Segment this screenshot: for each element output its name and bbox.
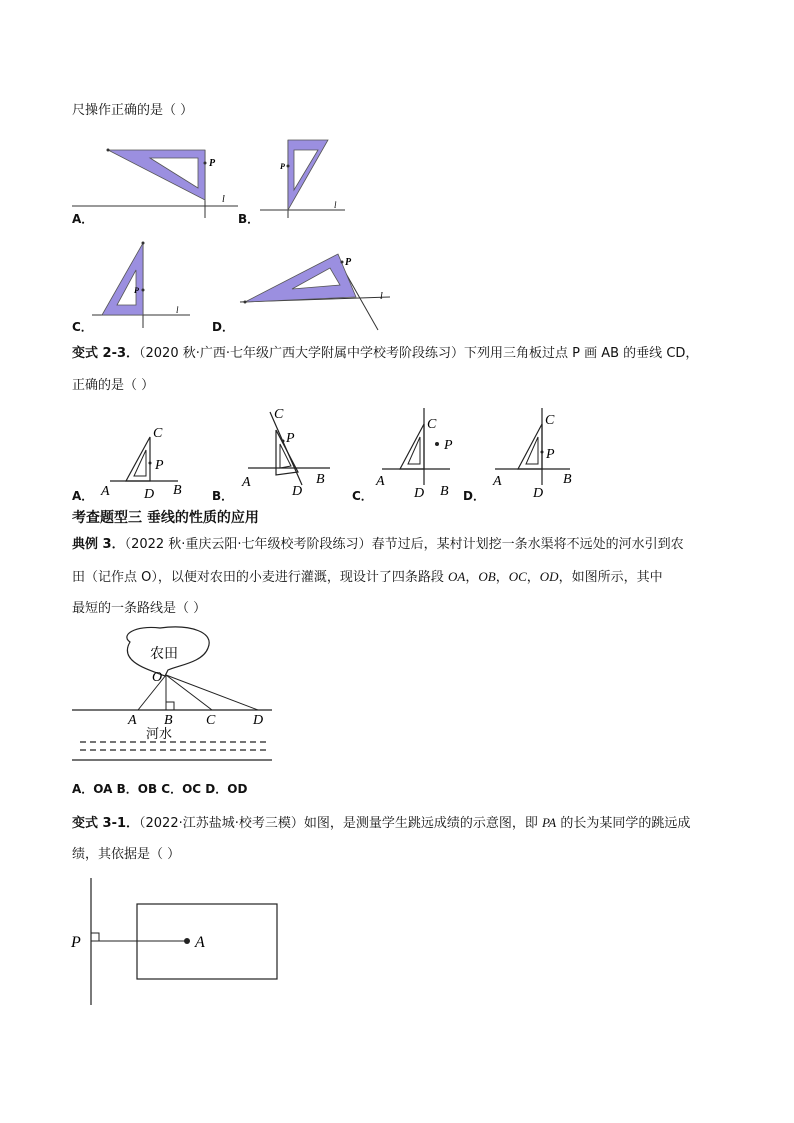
svg-text:P: P (345, 257, 352, 268)
variant-2-3-line2: 正确的是（ ） (72, 378, 155, 393)
option-a: A． (72, 212, 94, 226)
svg-text:C: C (206, 713, 216, 728)
river-label: 河水 (146, 726, 173, 741)
svg-text:C: C (427, 417, 437, 432)
svg-text:A: A (101, 484, 110, 499)
svg-text:A: A (376, 474, 385, 489)
svg-text:C: C (274, 407, 284, 422)
label-p: P (209, 158, 216, 169)
svg-text:C: C (153, 426, 163, 441)
option-b: B． (238, 212, 260, 226)
label-l: l (222, 194, 225, 205)
field-label: 农田 (150, 647, 178, 662)
svg-text:l: l (380, 291, 383, 302)
section-heading: 考查题型三 垂线的性质的应用 (72, 510, 259, 526)
option-d: D． (212, 320, 234, 334)
option-c: C． (72, 320, 93, 334)
svg-text:B: B (440, 484, 449, 499)
variant-2-3-line1: 变式 2-3．（2020 秋·广西·七年级广西大学附属中学校考阶段练习）下列用三角板过点 P 画 AB 的垂线 CD， (72, 346, 699, 361)
svg-text:P: P (546, 447, 555, 462)
svg-text:D: D (292, 484, 303, 499)
svg-text:l: l (176, 305, 179, 315)
svg-text:B: B (563, 472, 572, 487)
svg-text:D: D (144, 487, 155, 502)
svg-text:D: D (253, 713, 264, 728)
svg-text:P: P (286, 431, 295, 446)
svg-text:P: P (280, 162, 285, 171)
example-3-line3: 最短的一条路线是（ ） (72, 601, 207, 616)
svg-text:O: O (152, 670, 163, 685)
svg-text:A: A (242, 475, 251, 490)
svg-text:B: B (164, 713, 173, 728)
v23-option-d: D． (463, 489, 485, 503)
svg-text:P: P (134, 286, 139, 295)
example-3-answers: A．OA B．OB C．OC D．OD (72, 782, 248, 796)
variant-3-1-line2: 绩，其依据是（ ） (72, 847, 181, 862)
svg-text:D: D (533, 486, 544, 501)
svg-text:C: C (545, 413, 555, 428)
svg-text:A: A (128, 713, 137, 728)
svg-text:P: P (444, 438, 453, 453)
v23-option-c: C． (352, 489, 373, 503)
svg-text:A: A (493, 474, 502, 489)
svg-text:A: A (195, 934, 205, 951)
svg-text:D: D (414, 486, 425, 501)
example-3-line2: 田（记作点 O），以便对农田的小麦进行灌溉，现设计了四条路段 OA，OB，OC，OD，如图所示，其中 (72, 569, 663, 585)
v23-option-b: B． (212, 489, 234, 503)
svg-text:P: P (155, 458, 164, 473)
svg-text:B: B (173, 483, 182, 498)
question-tail: 尺操作正确的是（ ） (72, 103, 194, 118)
svg-text:B: B (316, 472, 325, 487)
example-3-line1: 典例 3．（2022 秋·重庆云阳·七年级校考阶段练习）春节过后，某村计划挖一条水渠将不远处的河水引到农 (72, 537, 684, 552)
svg-text:l: l (334, 200, 337, 210)
variant-3-1-line1: 变式 3-1．（2022·江苏盐城·校考三模）如图，是测量学生跳远成绩的示意图，即 PA 的长为某同学的跳远成 (72, 815, 691, 831)
svg-text:P: P (71, 934, 81, 951)
v23-option-a: A． (72, 489, 94, 503)
